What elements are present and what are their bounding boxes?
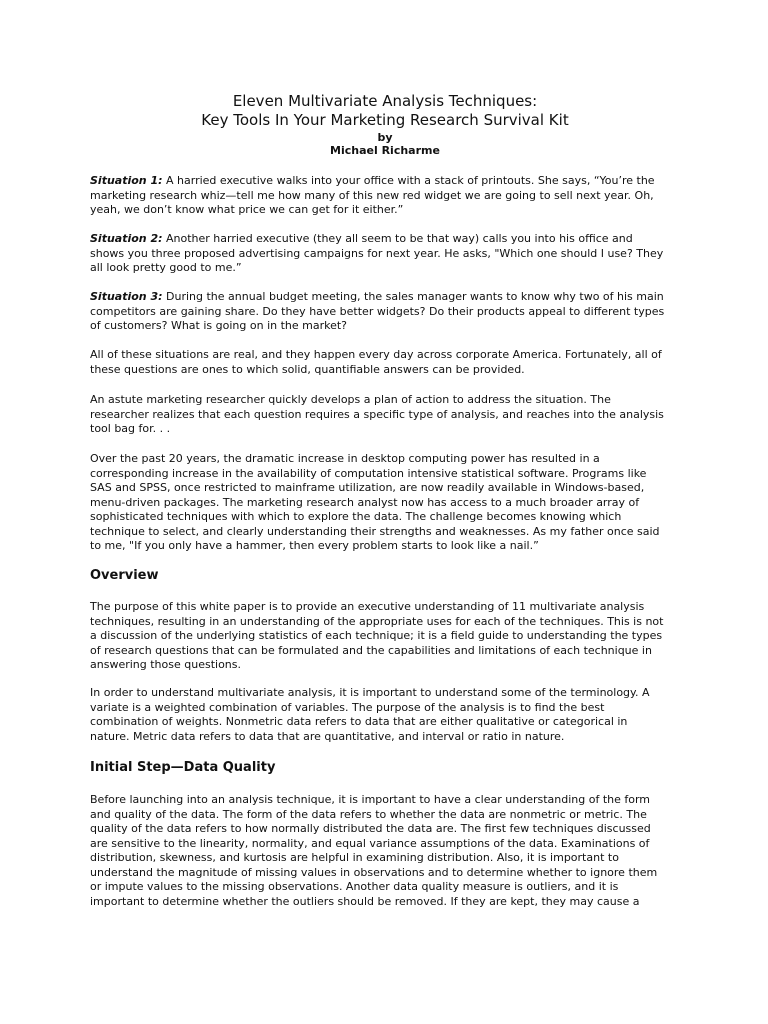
paragraph-astute-researcher: An astute marketing researcher quickly develops a plan of action to address the situation. The researcher realizes that each question requires a specific type of analysis, and reaches into the analysis tool bag for. . . — [90, 393, 664, 435]
situation-1-text: A harried executive walks into your office with a stack of printouts. She says, “You’re the marketing research whiz—tell me how many of this new red widget we are going to sell next year. Oh, yeah, we don’t know what price we can get for it either.” — [90, 174, 655, 216]
paragraph-data-quality: Before launching into an analysis technique, it is important to have a clear understanding of the form and quality of the data. The form of the data refers to whether the data are nonmetric or metric. The quality of the data refers to how normally distributed the data are. The first few techniques discussed are sensitive to the linearity, normality, and equal variance assumptions of the data. Examinations of distribution, skewness, and kurtosis are helpful in examining distribution. Also, it is important to understand the magnitude of missing values in observations and to determine whether to ignore them or impute values to the missing observations. Another data quality measure is outliers, and it is important to determine whether the outliers should be removed. If they are kept, they may cause a — [90, 793, 658, 908]
situation-3-text: During the annual budget meeting, the sales manager wants to know why two of his main competitors are gaining share. Do they have better widgets? Do their products appeal to different types of customers? What is going on in the market? — [90, 290, 665, 332]
situation-2-label: Situation 2: — [90, 232, 163, 245]
situation-2-paragraph — [90, 232, 665, 276]
paragraph-past-20-years: Over the past 20 years, the dramatic increase in desktop computing power has resulted in a corresponding increase in the availability of computation intensive statistical software. Programs like SAS and SPSS, once restricted to mainframe utilization, are now readily available in Windows-based, menu-driven packages. The marketing research analyst now has access to a much broader array of sophisticated techniques with which to explore the data. The challenge becomes knowing which technique to select, and clearly understanding their strengths and weaknesses. As my father once said to me, "If you only have a hammer, then every problem starts to look like a nail.” — [90, 452, 660, 552]
title-line-1: Eleven Multivariate Analysis Techniques: — [232, 92, 538, 110]
situation-1-label: Situation 1: — [90, 174, 163, 187]
byline-by: by — [377, 131, 393, 144]
situation-3-paragraph — [90, 290, 665, 334]
title-line-2: Key Tools In Your Marketing Research Survival Kit — [201, 111, 569, 129]
paragraph-purpose: The purpose of this white paper is to provide an executive understanding of 11 multivariate analysis techniques, resulting in an understanding of the appropriate uses for each of the techniques. This is not a discussion of the underlying statistics of each technique; it is a field guide to understanding the types of research questions that can be formulated and the capabilities and limitations of each technique in answering those questions. — [90, 600, 664, 671]
author-name: Michael Richarme — [330, 144, 440, 157]
situation-2-text: Another harried executive (they all seem to be that way) calls you into his office and shows you three proposed advertising campaigns for next year. He asks, "Which one should I use? They all look pretty good to me.” — [90, 232, 664, 274]
situation-3-label: Situation 3: — [90, 290, 163, 303]
heading-initial-step: Initial Step—Data Quality — [90, 760, 276, 775]
heading-overview: Overview — [90, 568, 159, 583]
paragraph-situations-real: All of these situations are real, and they happen every day across corporate America. Fortunately, all of these questions are ones to which solid, quantifiable answers can be provided. — [90, 348, 662, 376]
situation-1-paragraph — [90, 174, 665, 218]
paragraph-terminology: In order to understand multivariate analysis, it is important to understand some of the terminology. A variate is a weighted combination of variables. The purpose of the analysis is to find the best combination of weights. Nonmetric data refers to data that are either qualitative or categorical in nature. Metric data refers to data that are quantitative, and interval or ratio in nature. — [90, 686, 650, 743]
